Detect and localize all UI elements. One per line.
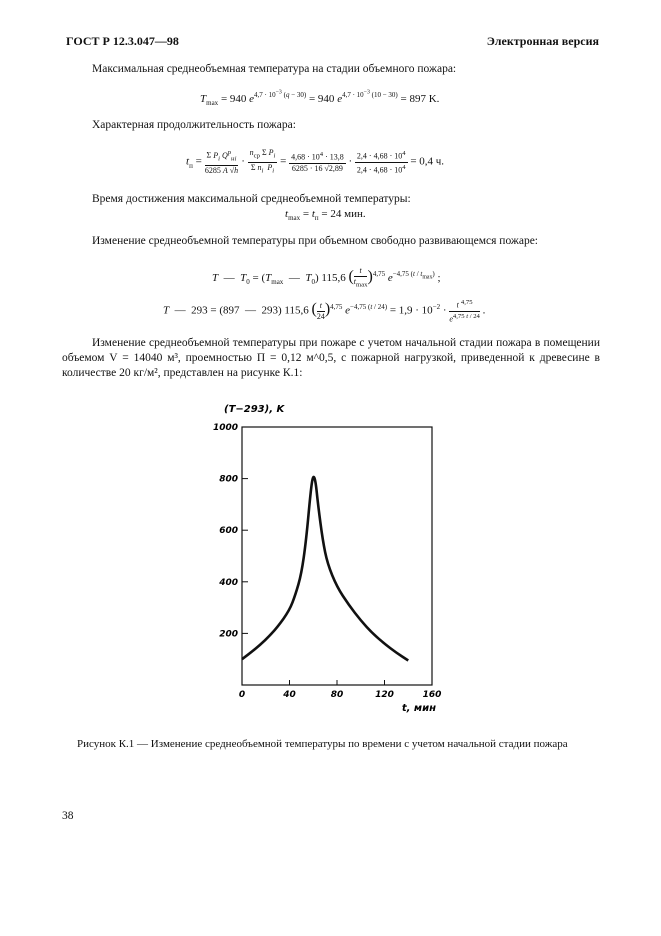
equation-tmax: $T_{max} = 940$ $e^{4,7 \cdot 10^{-3} (q - 30)} = 940$ $e^{4,7 \cdot 10^{-3} (10 - 30)} = 897$ K. (200, 90, 440, 108)
series-line-0 (242, 477, 408, 661)
edition-label: Электронная версия (486, 34, 599, 48)
y-tick-label-600: 600 (219, 526, 238, 537)
paragraph-duration: Характерная продолжительность пожара: (92, 119, 296, 131)
page-number: 38 (62, 810, 74, 822)
x-axis-label: t, мин (401, 703, 436, 714)
document-code: ГОСТ Р 12.3.047—98 (66, 34, 179, 48)
equation-specific: T — 293 = (897 — 293) 115,6 ( $\frac{t}{24}$ )$^{4,75}$ $e^{-4,75 (t / 24)} = 1,9 \cdot 10^{-2}$ · $\frac{t ^{4,75}}{e^{4,75 t / 24}}$ . (163, 299, 486, 324)
temperature-chart (200, 392, 460, 714)
figure-caption: Рисунок К.1 — Изменение среднеобъемной температуры по времени с учетом начальной стадии пожара (77, 738, 568, 750)
paragraph-max-temp: Максимальная среднеобъемная температура на стадии объемного пожара: (92, 63, 457, 75)
x-tick-label-80: 80 (330, 690, 344, 700)
y-axis-label: (T−293), K (224, 404, 285, 415)
paragraph-time-max: Время достижения максимальной среднеобъемной температуры: (92, 193, 411, 205)
y-tick-label-800: 800 (219, 474, 238, 485)
paragraph-free-fire: Изменение среднеобъемной температуры при объемном свободно развивающемся пожаре: (92, 235, 539, 247)
y-tick-label-400: 400 (219, 577, 238, 588)
equation-duration: $t_п$ = $\frac{\Sigma P_i Q^р_{нi}}{6285 A √h}$ · $\frac{n_{ср} \Sigma P_i}{\Sigma n_i P_i}$ = $\frac{4,68 \cdot 10^4 \cdot 13,8}{6285 \cdot 16 √2,89}$ · $\frac{2,4 \cdot 4,68 \cdot 10^4}{2,4 \cdot 4,68 \cdot 10^4}$ = 0,4 ч. (186, 148, 445, 175)
equation-tmax-time: $t_{max} = t_п = 24$ мин. (285, 208, 366, 223)
x-tick-label-160: 160 (422, 690, 442, 700)
x-tick-label-0: 0 (238, 690, 246, 700)
x-tick-label-40: 40 (283, 690, 296, 700)
paragraph-figure-intro: Изменение среднеобъемной температуры при пожаре с учетом начальной стадии пожара в помещении объемом V = 14040 м³, проемностью П = 0,12 м^0,5, с пожарной нагрузкой, приведенной к древесине в количестве 20 кг/м², представлен на рисунке К.1: (62, 337, 600, 379)
y-tick-label-1000: 1000 (212, 423, 238, 433)
equation-general: T — $T_0 = (T_{max}$ — $T_0$) 115,6 ( $\frac{t}{t_{max}}$ )$^{4,75}$ $e^{-4,75 (t / t_{max})}$ ; (212, 266, 441, 289)
y-tick-label-200: 200 (219, 629, 238, 640)
x-tick-label-120: 120 (375, 690, 394, 700)
plot-frame (242, 427, 432, 685)
